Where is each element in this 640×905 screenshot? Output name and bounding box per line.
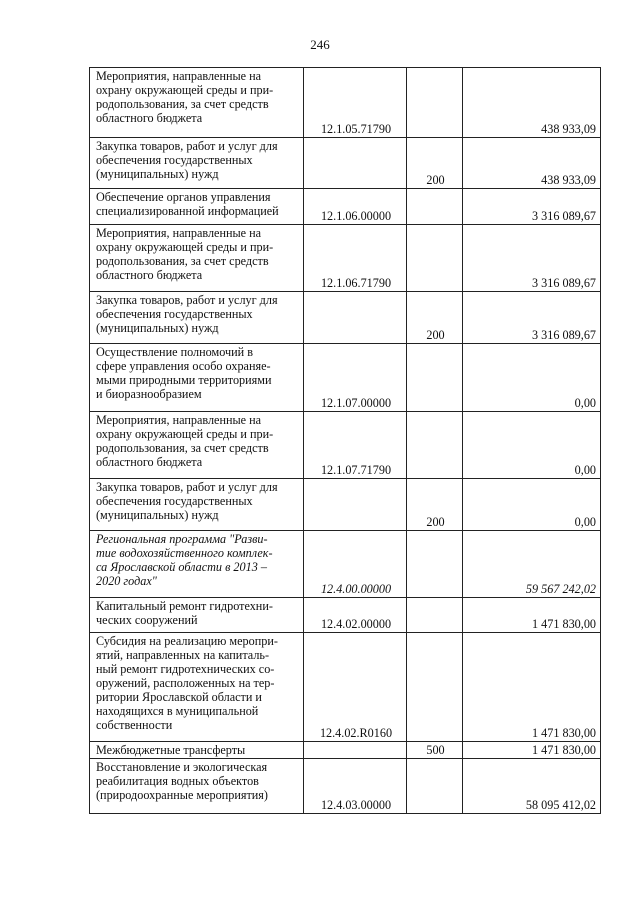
row-expense-type-cell xyxy=(407,189,463,225)
row-expense-type-cell xyxy=(407,344,463,412)
row-name-cell: Мероприятия, направленные на охрану окружающей среды и при- родопользования, за счет средств областного бюджета xyxy=(90,225,304,292)
row-expense-type-cell: 200 xyxy=(407,292,463,344)
row-name-cell: Закупка товаров, работ и услуг для обеспечения государственных (муниципальных) нужд xyxy=(90,292,304,344)
table-row xyxy=(90,759,601,814)
row-code-cell: 12.4.00.00000 xyxy=(304,531,407,598)
row-code-cell: 12.1.07.71790 xyxy=(304,412,407,479)
row-expense-type-cell xyxy=(407,598,463,633)
row-sum-cell: 1 471 830,00 xyxy=(463,742,601,759)
row-sum-cell: 0,00 xyxy=(463,344,601,412)
row-expense-type-cell xyxy=(407,412,463,479)
table-row xyxy=(90,742,601,759)
table-row xyxy=(90,412,601,479)
table-row xyxy=(90,633,601,742)
row-sum-cell: 58 095 412,02 xyxy=(463,759,601,814)
row-expense-type-cell xyxy=(407,225,463,292)
row-code-cell xyxy=(304,479,407,531)
row-code-cell xyxy=(304,138,407,189)
row-name-cell: Капитальный ремонт гидротехни- ческих сооружений xyxy=(90,598,304,633)
row-code-cell: 12.1.06.00000 xyxy=(304,189,407,225)
row-name-cell: Осуществление полномочий в сфере управления особо охраняе- мыми природными территориями и биоразнообразием xyxy=(90,344,304,412)
row-expense-type-cell xyxy=(407,68,463,138)
row-name-cell: Мероприятия, направленные на охрану окружающей среды и при- родопользования, за счет средств областного бюджета xyxy=(90,68,304,138)
row-sum-cell: 3 316 089,67 xyxy=(463,292,601,344)
table-row xyxy=(90,138,601,189)
row-sum-cell: 3 316 089,67 xyxy=(463,189,601,225)
row-sum-cell: 438 933,09 xyxy=(463,138,601,189)
page-number: 246 xyxy=(310,37,330,52)
row-expense-type-cell xyxy=(407,531,463,598)
row-sum-cell: 1 471 830,00 xyxy=(463,633,601,742)
row-name-cell: Межбюджетные трансферты xyxy=(90,742,304,759)
table-row xyxy=(90,479,601,531)
row-name-cell: Закупка товаров, работ и услуг для обеспечения государственных (муниципальных) нужд xyxy=(90,138,304,189)
row-code-cell: 12.1.05.71790 xyxy=(304,68,407,138)
row-name-cell: Субсидия на реализацию меропри- ятий, направленных на капиталь- ный ремонт гидротехнических со- оружений, расположенных на тер- ритории Ярославской области и находящихся в муниципальной собственности xyxy=(90,633,304,742)
table-row xyxy=(90,598,601,633)
row-code-cell xyxy=(304,292,407,344)
row-code-cell: 12.4.03.00000 xyxy=(304,759,407,814)
row-expense-type-cell: 200 xyxy=(407,479,463,531)
table-row xyxy=(90,292,601,344)
table-row xyxy=(90,189,601,225)
row-sum-cell: 438 933,09 xyxy=(463,68,601,138)
row-name-cell: Закупка товаров, работ и услуг для обеспечения государственных (муниципальных) нужд xyxy=(90,479,304,531)
row-code-cell: 12.4.02.R0160 xyxy=(304,633,407,742)
row-code-cell: 12.4.02.00000 xyxy=(304,598,407,633)
row-code-cell xyxy=(304,742,407,759)
row-name-cell: Региональная программа "Разви- тие водохозяйственного комплек- са Ярославской области в 2013 – 2020 годах" xyxy=(90,531,304,598)
table-row xyxy=(90,68,601,138)
row-expense-type-cell: 500 xyxy=(407,742,463,759)
row-sum-cell: 0,00 xyxy=(463,412,601,479)
row-expense-type-cell xyxy=(407,633,463,742)
row-code-cell: 12.1.07.00000 xyxy=(304,344,407,412)
row-name-cell: Обеспечение органов управления специализированной информацией xyxy=(90,189,304,225)
budget-table-body xyxy=(90,68,601,814)
row-expense-type-cell xyxy=(407,759,463,814)
row-expense-type-cell: 200 xyxy=(407,138,463,189)
table-row xyxy=(90,344,601,412)
row-name-cell: Мероприятия, направленные на охрану окружающей среды и при- родопользования, за счет средств областного бюджета xyxy=(90,412,304,479)
row-sum-cell: 1 471 830,00 xyxy=(463,598,601,633)
row-name-cell: Восстановление и экологическая реабилитация водных объектов (природоохранные мероприятия) xyxy=(90,759,304,814)
row-sum-cell: 0,00 xyxy=(463,479,601,531)
row-sum-cell: 3 316 089,67 xyxy=(463,225,601,292)
table-row xyxy=(90,225,601,292)
row-sum-cell: 59 567 242,02 xyxy=(463,531,601,598)
row-code-cell: 12.1.06.71790 xyxy=(304,225,407,292)
table-row xyxy=(90,531,601,598)
budget-table xyxy=(89,67,601,814)
